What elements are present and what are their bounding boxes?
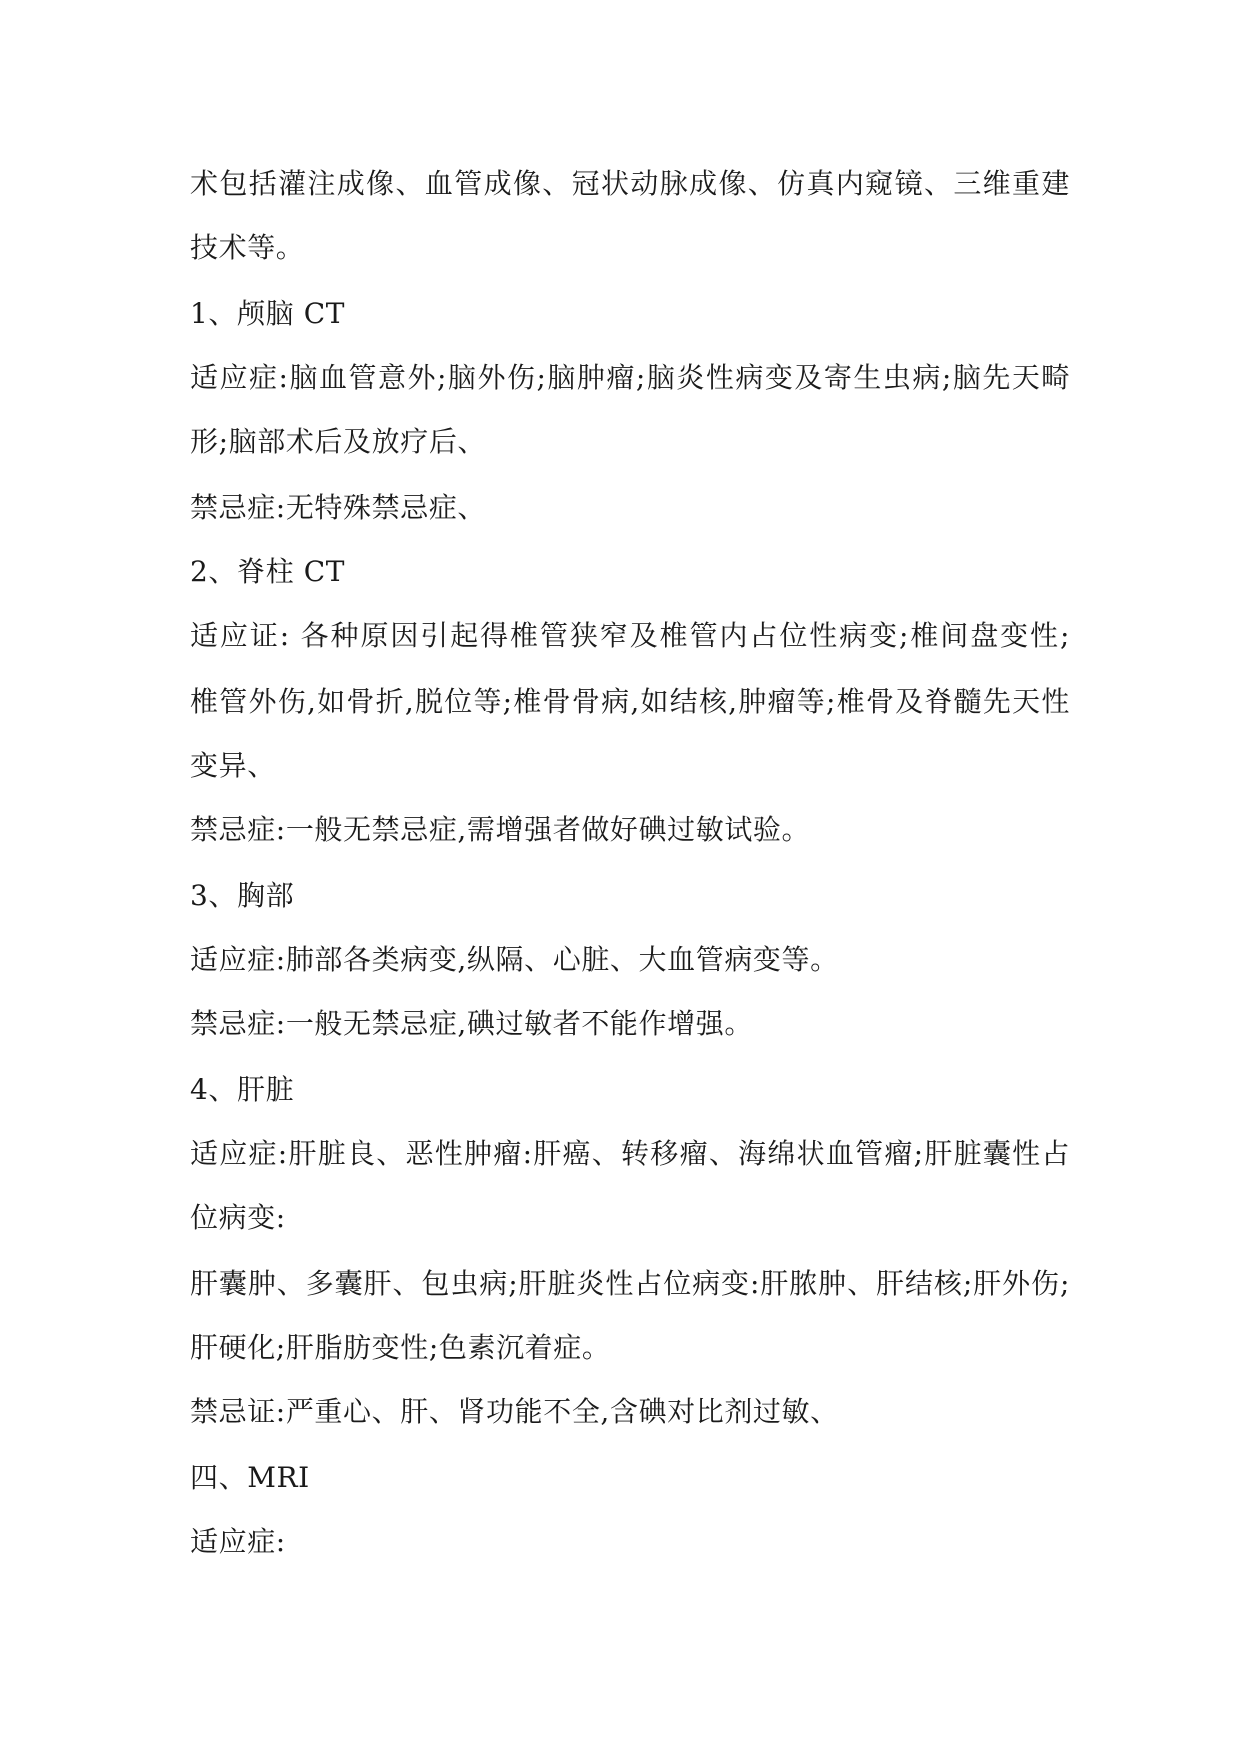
text-line: 变异、 [190, 749, 276, 782]
text-line: 肝囊肿、多囊肝、包虫病;肝脏炎性占位病变:肝脓肿、肝结核;肝外伤; [190, 1267, 1070, 1300]
text-line: 禁忌证:严重心、肝、肾功能不全,含碘对比剂过敏、 [190, 1395, 839, 1428]
text-line: 适应证: 各种原因引起得椎管狭窄及椎管内占位性病变;椎间盘变性; [190, 619, 1070, 652]
text-line: 形;脑部术后及放疗后、 [190, 425, 487, 458]
text-line: 技术等。 [190, 231, 305, 264]
text-line: 位病变: [190, 1201, 286, 1234]
section-heading: 1、颅脑 CT [190, 297, 346, 330]
text-line: 禁忌症:一般无禁忌症,碘过敏者不能作增强。 [190, 1007, 753, 1040]
text-line: 适应症: [190, 1525, 286, 1558]
section-heading: 2、脊柱 CT [190, 555, 346, 588]
text-line: 术包括灌注成像、血管成像、冠状动脉成像、仿真内窥镜、三维重建 [190, 167, 1070, 200]
text-line: 禁忌症:一般无禁忌症,需增强者做好碘过敏试验。 [190, 813, 811, 846]
text-line: 肝硬化;肝脂肪变性;色素沉着症。 [190, 1331, 611, 1364]
text-line: 禁忌症:无特殊禁忌症、 [190, 491, 487, 524]
text-line: 椎管外伤,如骨折,脱位等;椎骨骨病,如结核,肿瘤等;椎骨及脊髓先天性 [190, 685, 1070, 718]
section-heading: 四、MRI [190, 1461, 310, 1494]
section-heading: 4、肝脏 [190, 1073, 295, 1106]
text-line: 适应症:脑血管意外;脑外伤;脑肿瘤;脑炎性病变及寄生虫病;脑先天畸 [190, 361, 1070, 394]
text-line: 适应症:肺部各类病变,纵隔、心脏、大血管病变等。 [190, 943, 839, 976]
section-heading: 3、胸部 [190, 879, 295, 912]
text-line: 适应症:肝脏良、恶性肿瘤:肝癌、转移瘤、海绵状血管瘤;肝脏囊性占 [190, 1137, 1070, 1170]
